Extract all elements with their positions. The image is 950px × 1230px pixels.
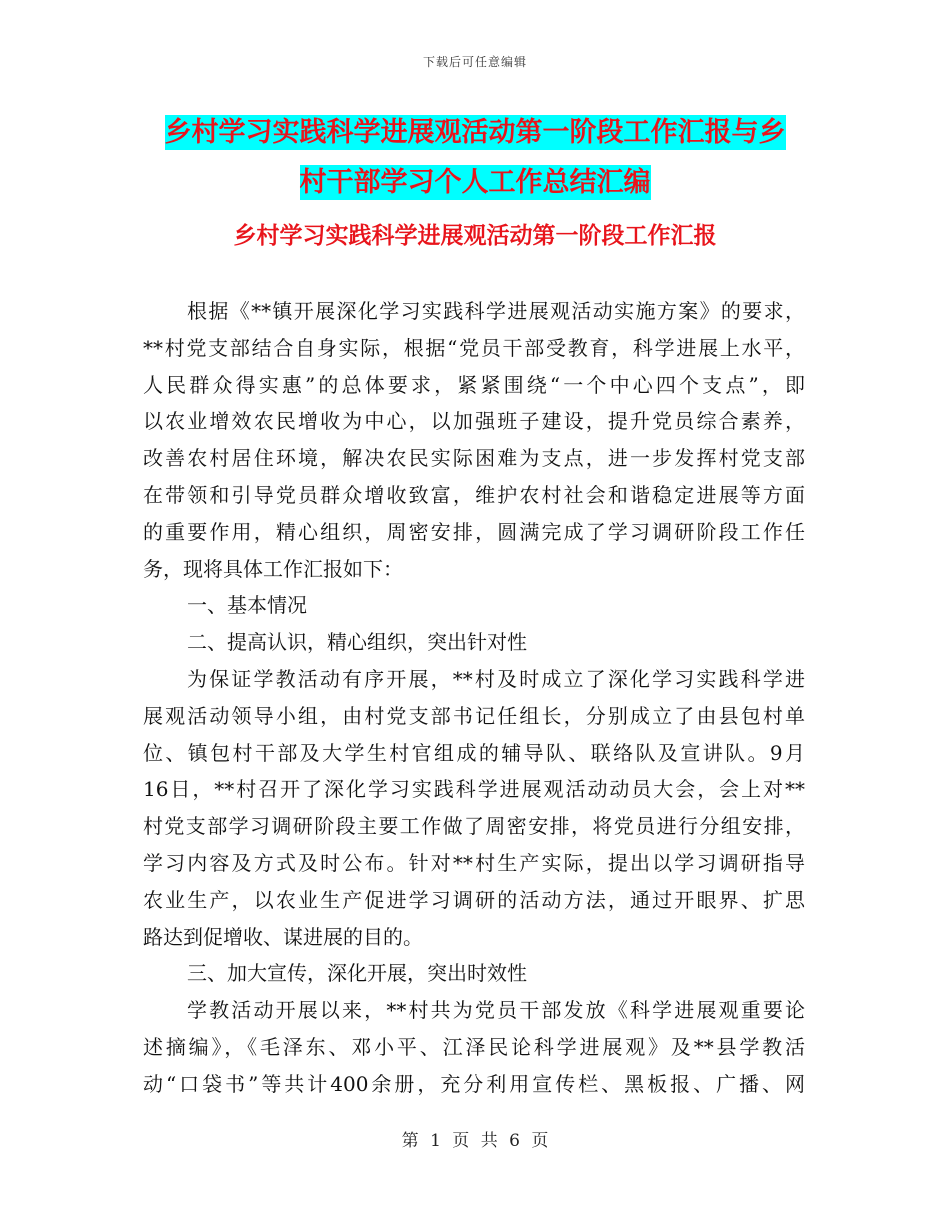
body-line: 展观活动领导小组，由村党支部书记任组长，分别成立了由县包村单 [143, 703, 805, 728]
page-header-note: 下载后可任意编辑 [422, 55, 527, 69]
body-heading: 二、提高认识，精心组织，突出针对性 [187, 630, 527, 655]
body-line: 的重要作用，精心组织，周密安排，圆满完成了学习调研阶段工作任 [143, 519, 805, 544]
body-heading: 一、基本情况 [187, 593, 307, 618]
body-line: 为保证学教活动有序开展，**村及时成立了深化学习实践科学进 [187, 666, 805, 691]
body-line: 路达到促增收、谋进展的目的。 [143, 924, 423, 949]
document-title-line-1: 乡村学习实践科学进展观活动第一阶段工作汇报与乡 [164, 117, 786, 148]
body-line: 改善农村居住环境，解决农民实际困难为支点，进一步发挥村党支部 [143, 446, 805, 471]
body-line: 动“口袋书”等共计400余册，充分利用宣传栏、黑板报、广播、网 [143, 1071, 805, 1096]
body-line: 人民群众得实惠”的总体要求，紧紧围绕“一个中心四个支点”，即 [143, 372, 805, 397]
document-title [0, 108, 950, 208]
body-heading: 三、加大宣传，深化开展，突出时效性 [187, 961, 527, 986]
section-title: 乡村学习实践科学进展观活动第一阶段工作汇报 [233, 223, 717, 249]
body-line: 在带领和引导党员群众增收致富，维护农村社会和谐稳定进展等方面 [143, 482, 805, 507]
body-line: 16日，**村召开了深化学习实践科学进展观活动动员大会，会上对** [143, 777, 805, 802]
body-line: 务，现将具体工作汇报如下： [143, 556, 403, 581]
body-line: 农业生产，以农业生产促进学习调研的活动方法，通过开眼界、扩思 [143, 887, 805, 912]
body-line: 学教活动开展以来，**村共为党员干部发放《科学进展观重要论 [187, 998, 805, 1023]
body-line: 根据《**镇开展深化学习实践科学进展观活动实施方案》的要求， [187, 299, 805, 323]
page-footer: 第 1 页 共 6 页 [401, 1131, 549, 1151]
body-line: 以农业增效农民增收为中心，以加强班子建设，提升党员综合素养， [143, 409, 805, 434]
body-line: 学习内容及方式及时公布。针对**村生产实际，提出以学习调研指导 [143, 850, 805, 875]
body-line: 村党支部学习调研阶段主要工作做了周密安排，将党员进行分组安排， [143, 814, 805, 839]
body-line: 位、镇包村干部及大学生村官组成的辅导队、联络队及宣讲队。9月 [143, 740, 805, 765]
body-line: **村党支部结合自身实际，根据“党员干部受教育，科学进展上水平， [143, 335, 805, 360]
body-text [143, 293, 805, 1103]
document-title-line-2: 村干部学习个人工作总结汇编 [299, 167, 651, 198]
body-line: 述摘编》，《毛泽东、邓小平、江泽民论科学进展观》及**县学教活 [143, 1034, 805, 1059]
